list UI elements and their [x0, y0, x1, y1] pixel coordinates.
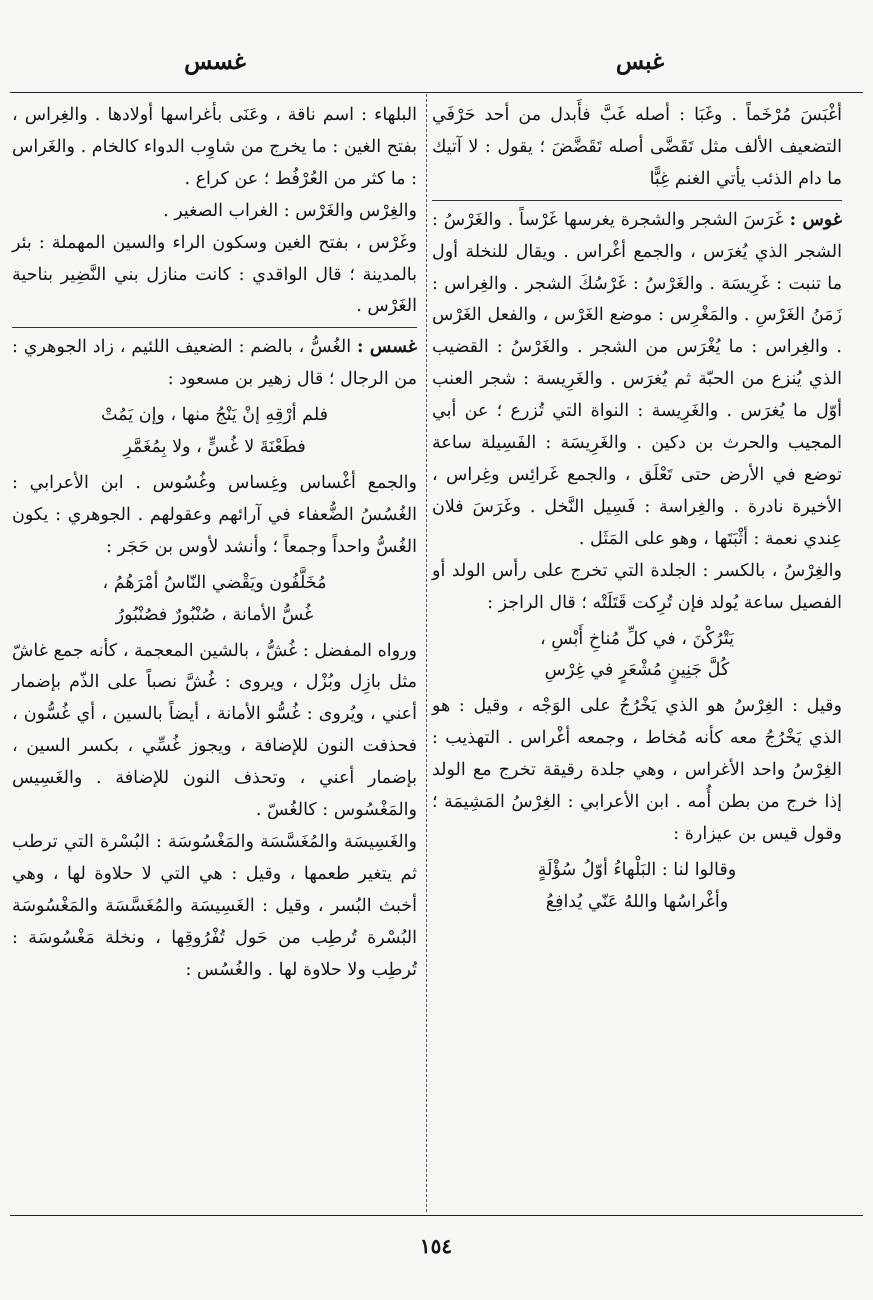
verse-line: غُسُّ الأمانة ، صُنْبُورٌ فصُنْبُورُ	[115, 604, 314, 625]
verse-quote	[12, 400, 417, 464]
paragraph: والغَسِيسَة والمُغَسَّسَة والمَغْسُوسَة : البُسْرة التي ترطب ثم يتغير طعمها ، وقيل : هي التي لا حلاوة لها ، وهي أخبث البُسر ، وقيل : الغَسِيسَة والمُغَسَّسَة والمَغْسُوسَة البُسْرة تُرطِب من حَول تُفْرُوقِها ، ونخلة مَغْسُوسَة : تُرطِب ولا حلاوة لها . والغُسُس :	[12, 831, 417, 980]
column-divider	[426, 94, 427, 1212]
paragraph: والغِرْس والغَرْس : الغراب الصغير .	[163, 200, 417, 221]
verse-line: وأغْراسُها واللهُ عَنّي يُدافِعُ	[545, 891, 729, 912]
left-column	[12, 100, 417, 986]
dictionary-entry	[12, 332, 417, 396]
dictionary-entry	[432, 205, 842, 556]
verse-line: يَتْرُكْنَ ، في كلِّ مُناخِ أَبْسِ ،	[540, 628, 734, 649]
entry-text: الغُسُّ ، بالضم : الضعيف اللئيم ، زاد الجوهري : من الرجال ؛ قال زهير بن مسعود :	[12, 337, 417, 390]
paragraph: ورواه المفضل : غُشُّ ، بالشين المعجمة ، كأنه جمع غاشّ مثل بازِل وبُزْل ، ويروى : غُشَّ نصباً على الذّم بإضمار أعني ، ويُروى : غُسُّو الأمانة ، أيضاً بالسين ، أي غُسُّون ، فحذفت النون للإضافة ، ويجوز غُسِّي ، بكسر السين ، بإضمار أعني ، وتحذف النون للإضافة . والغَسِيس والمَغْسُوس : كالغُسّ .	[12, 640, 417, 821]
paragraph: وقيل : الغِرْسُ هو الذي يَخْرُجُ على الوَجْه ، وقيل : هو الذي يَخْرُجُ معه كأنه مُخاط ، وجمعه أغْراس . التهذيب : الغِرْسُ واحد الأغراس ، وهي جلدة رقيقة تخرج مع الولد إذا خرج من بطن أُمه . ابن الأعرابي : الغِرْسُ المَشِيمَة ؛ وقول قيس بن عيزارة :	[432, 696, 842, 844]
page-number: ١٥٤	[419, 1234, 453, 1258]
entry-text: غَرَسَ الشجر والشجرة يغرسها غَرْساً . والغَرْسُ : الشجر الذي يُغرَس ، والجمع أغْراس . ويقال للنخلة أول ما تنبت : غَرِيسَة . والغَرْسُ : غَرْسُكَ الشجر . والغِراس : زَمَنُ الغَرْسِ . والمَغْرِس : موضع الغَرْس ، والفعل الغَرْس . والغِراس : ما يُغْرَس من الشجر . والغَرْسُ : القضيب الذي يُنزع من الحبّة ثم يُغرَس . والغَرِيسة : شجر العنب أوّل ما يُغرَس . والغَرِيسة : النواة التي تُزرع ؛ عن أبي المجيب والحرث بن دكين . والغَرِيسَة : الفَسِيلة ساعة توضع في الأرض حتى تَعْلَق ، والجمع غَرائِس وغِراس ، الأخيرة نادرة . والغِراسة : فَسِيل النَّخل . وغَرَسَ فلان عِندي نعمة : أثْبَتَها ، وهو على المَثَل .	[432, 209, 842, 549]
paragraph: والجمع أغْساس وغِساس وغُسُوس . ابن الأعرابي : الغُسُسُ الضُّعفاء في آرائهم وعقولهم . الجوهري : يكون الغُسُّ واحداً وجمعاً ؛ وأنشد لأوس بن حَجَر :	[12, 472, 417, 557]
paragraph: والغِرْسُ ، بالكسر : الجلدة التي تخرج على رأس الولد أو الفصيل ساعة يُولد فإن تُرِكت قَتَلَتْه ؛ قال الراجز :	[432, 560, 842, 613]
verse-quote	[432, 624, 842, 688]
right-running-head: غبس	[615, 48, 665, 75]
verse-line: كُلَّ جَنِينٍ مُشْعَرٍ في غِرْسِ	[544, 660, 730, 681]
verse-line: فطَعْنَةَ لا غُسٍّ ، ولا بِمُغَمَّرِ	[123, 437, 306, 458]
verse-quote	[12, 568, 417, 632]
paragraph: البلهاء : اسم ناقة ، وعَنَى بأغراسها أولادها . والغِراس ، بفتح الغين : ما يخرج من شاوِب الدواء كالخام . والغَراس : ما كثر من العُرْفُط ؛ عن كراع .	[12, 105, 417, 189]
right-column	[432, 100, 842, 923]
verse-quote	[432, 855, 842, 919]
paragraph: وغَرْس ، بفتح الغين وسكون الراء والسين المهملة : بئر بالمدينة ؛ قال الواقدي : كانت منازل بني النَّضِير بناحية الغَرْس .	[12, 232, 417, 317]
bottom-rule	[10, 1215, 863, 1216]
left-running-head: غسس	[184, 48, 246, 75]
entry-headword: غوس :	[789, 209, 842, 230]
top-rule	[10, 92, 863, 93]
entry-headword: غسس :	[357, 337, 417, 358]
verse-line: مُخَلَّفُون ويَقْضي النّاسُ أمْرَهُمُ ،	[102, 572, 327, 593]
verse-line: فلم أرْقِهِ إنْ يَنْجُ منها ، وإن يَمُتْ	[100, 405, 328, 426]
verse-line: وقالوا لنا : البَلْهاءُ أوّلُ سُؤْلَةٍ	[537, 859, 737, 880]
paragraph: أغْبَسَ مُرْخَماً . وغَبَا : أصله غَبَّ فأَبدل من أحد حَرْفَي التضعيف الألف مثل تَقَضَّى أصله تَقَضَّضَ ؛ يقول : لا آتيك ما دام الذئب يأتي الغنم غِبًّا	[432, 105, 842, 189]
entry-separator	[12, 327, 417, 328]
entry-separator	[432, 200, 842, 201]
